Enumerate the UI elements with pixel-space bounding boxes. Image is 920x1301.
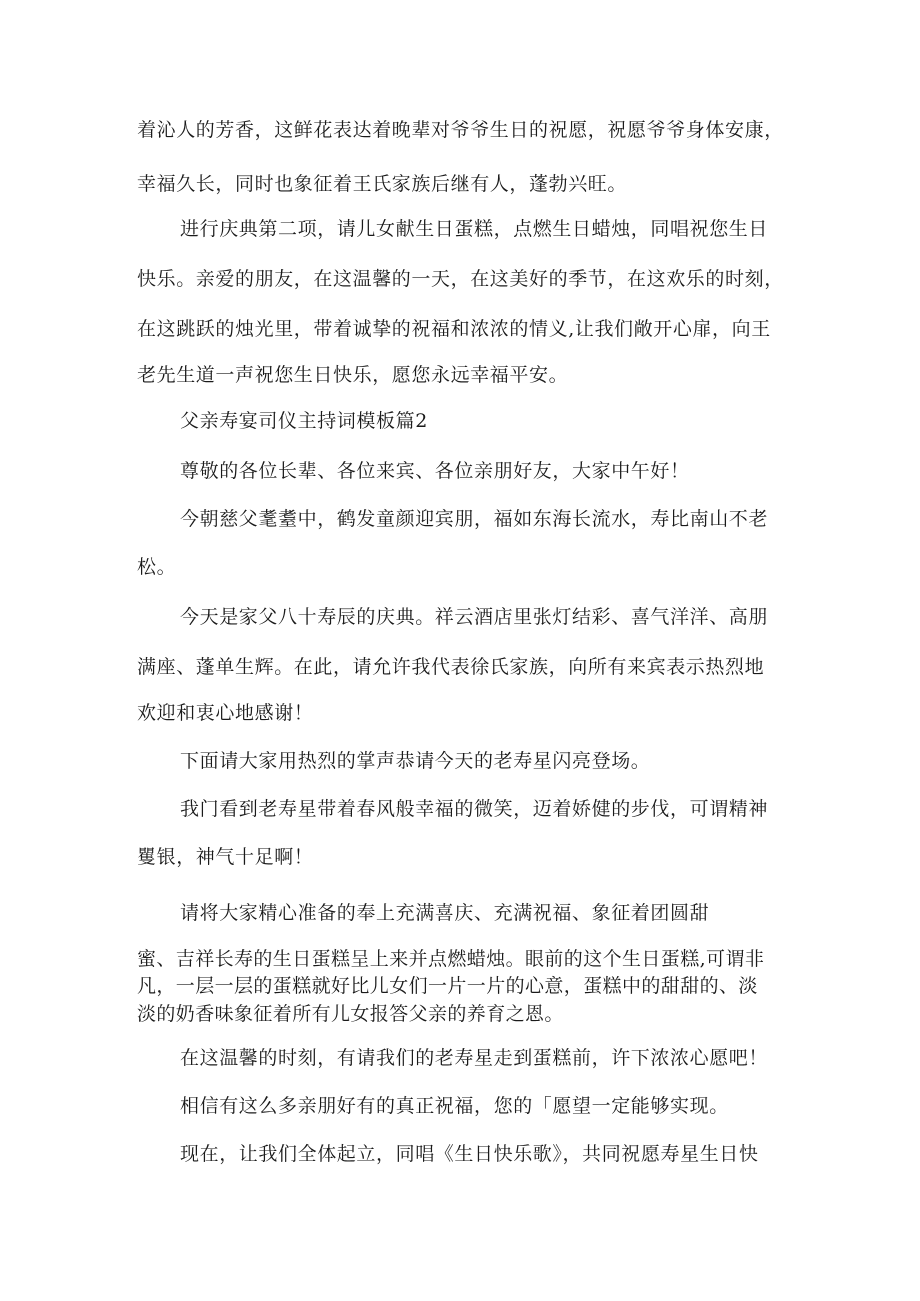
text-line: 尊敬的各位长辈、各位来宾、各位亲朋好友，大家中午好！	[180, 460, 690, 482]
section-heading: 父亲寿宴司仪主持词模板篇2	[180, 410, 428, 432]
text-line: 在这温馨的时刻，有请我们的老寿星走到蛋糕前，许下浓浓心愿吧！	[180, 1047, 769, 1069]
text-line: 下面请大家用热烈的掌声恭请今天的老寿星闪亮登场。	[180, 750, 651, 772]
text-line: 矍银，神气十足啊！	[137, 846, 314, 868]
text-line: 现在，让我们全体起立，同唱《生日快乐歌》，共同祝愿寿星生日快	[180, 1143, 759, 1165]
text-line: 欢迎和衷心地感谢！	[137, 702, 314, 724]
text-line: 凡，一层一层的蛋糕就好比儿女们一片一片的心意，蛋糕中的甜甜的、淡	[137, 975, 758, 997]
text-line: 快乐。亲爱的朋友，在这温馨的一天，在这美好的季节，在这欢乐的时刻，	[137, 268, 784, 290]
text-line: 我门看到老寿星带着春风般幸福的微笑，迈着娇健的步伐，可谓精神	[180, 798, 769, 820]
text-line: 蜜、吉祥长寿的生日蛋糕呈上来并点燃蜡烛。眼前的这个生日蛋糕,可谓非	[137, 948, 765, 970]
text-line: 相信有这么多亲朋好有的真正祝福，您的「愿望一定能够实现。	[180, 1095, 729, 1117]
text-line: 淡的奶香味象征着所有儿女报答父亲的养育之恩。	[137, 1003, 564, 1025]
text-line: 满座、蓬单生辉。在此，请允许我代表徐氏家族，向所有来宾表示热烈地	[137, 656, 765, 678]
text-line: 今天是家父八十寿辰的庆典。祥云酒店里张灯结彩、喜气洋洋、高朋	[180, 606, 769, 628]
text-line: 着沁人的芳香，这鲜花表达着晚辈对爷爷生日的祝愿，祝愿爷爷身体安康，	[137, 119, 784, 141]
text-line: 老先生道一声祝您生日快乐，愿您永远幸福平安。	[137, 364, 569, 386]
text-line: 松。	[137, 556, 177, 578]
text-line: 在这跳跃的烛光里，带着诚挚的祝福和浓浓的情义,让我们敞开心扉，向王	[137, 318, 771, 340]
text-line: 进行庆典第二项，请儿女献生日蛋糕，点燃生日蜡烛，同唱祝您生日	[180, 218, 769, 240]
text-line: 幸福久长，同时也象征着王氏家族后继有人，蓬勃兴旺。	[137, 173, 628, 195]
text-line: 请将大家精心准备的奉上充满喜庆、充满祝福、象征着团圆甜	[180, 902, 710, 924]
text-line: 今朝慈父耄耋中，鹤发童颜迎宾朋，福如东海长流水，寿比南山不老	[180, 508, 769, 530]
